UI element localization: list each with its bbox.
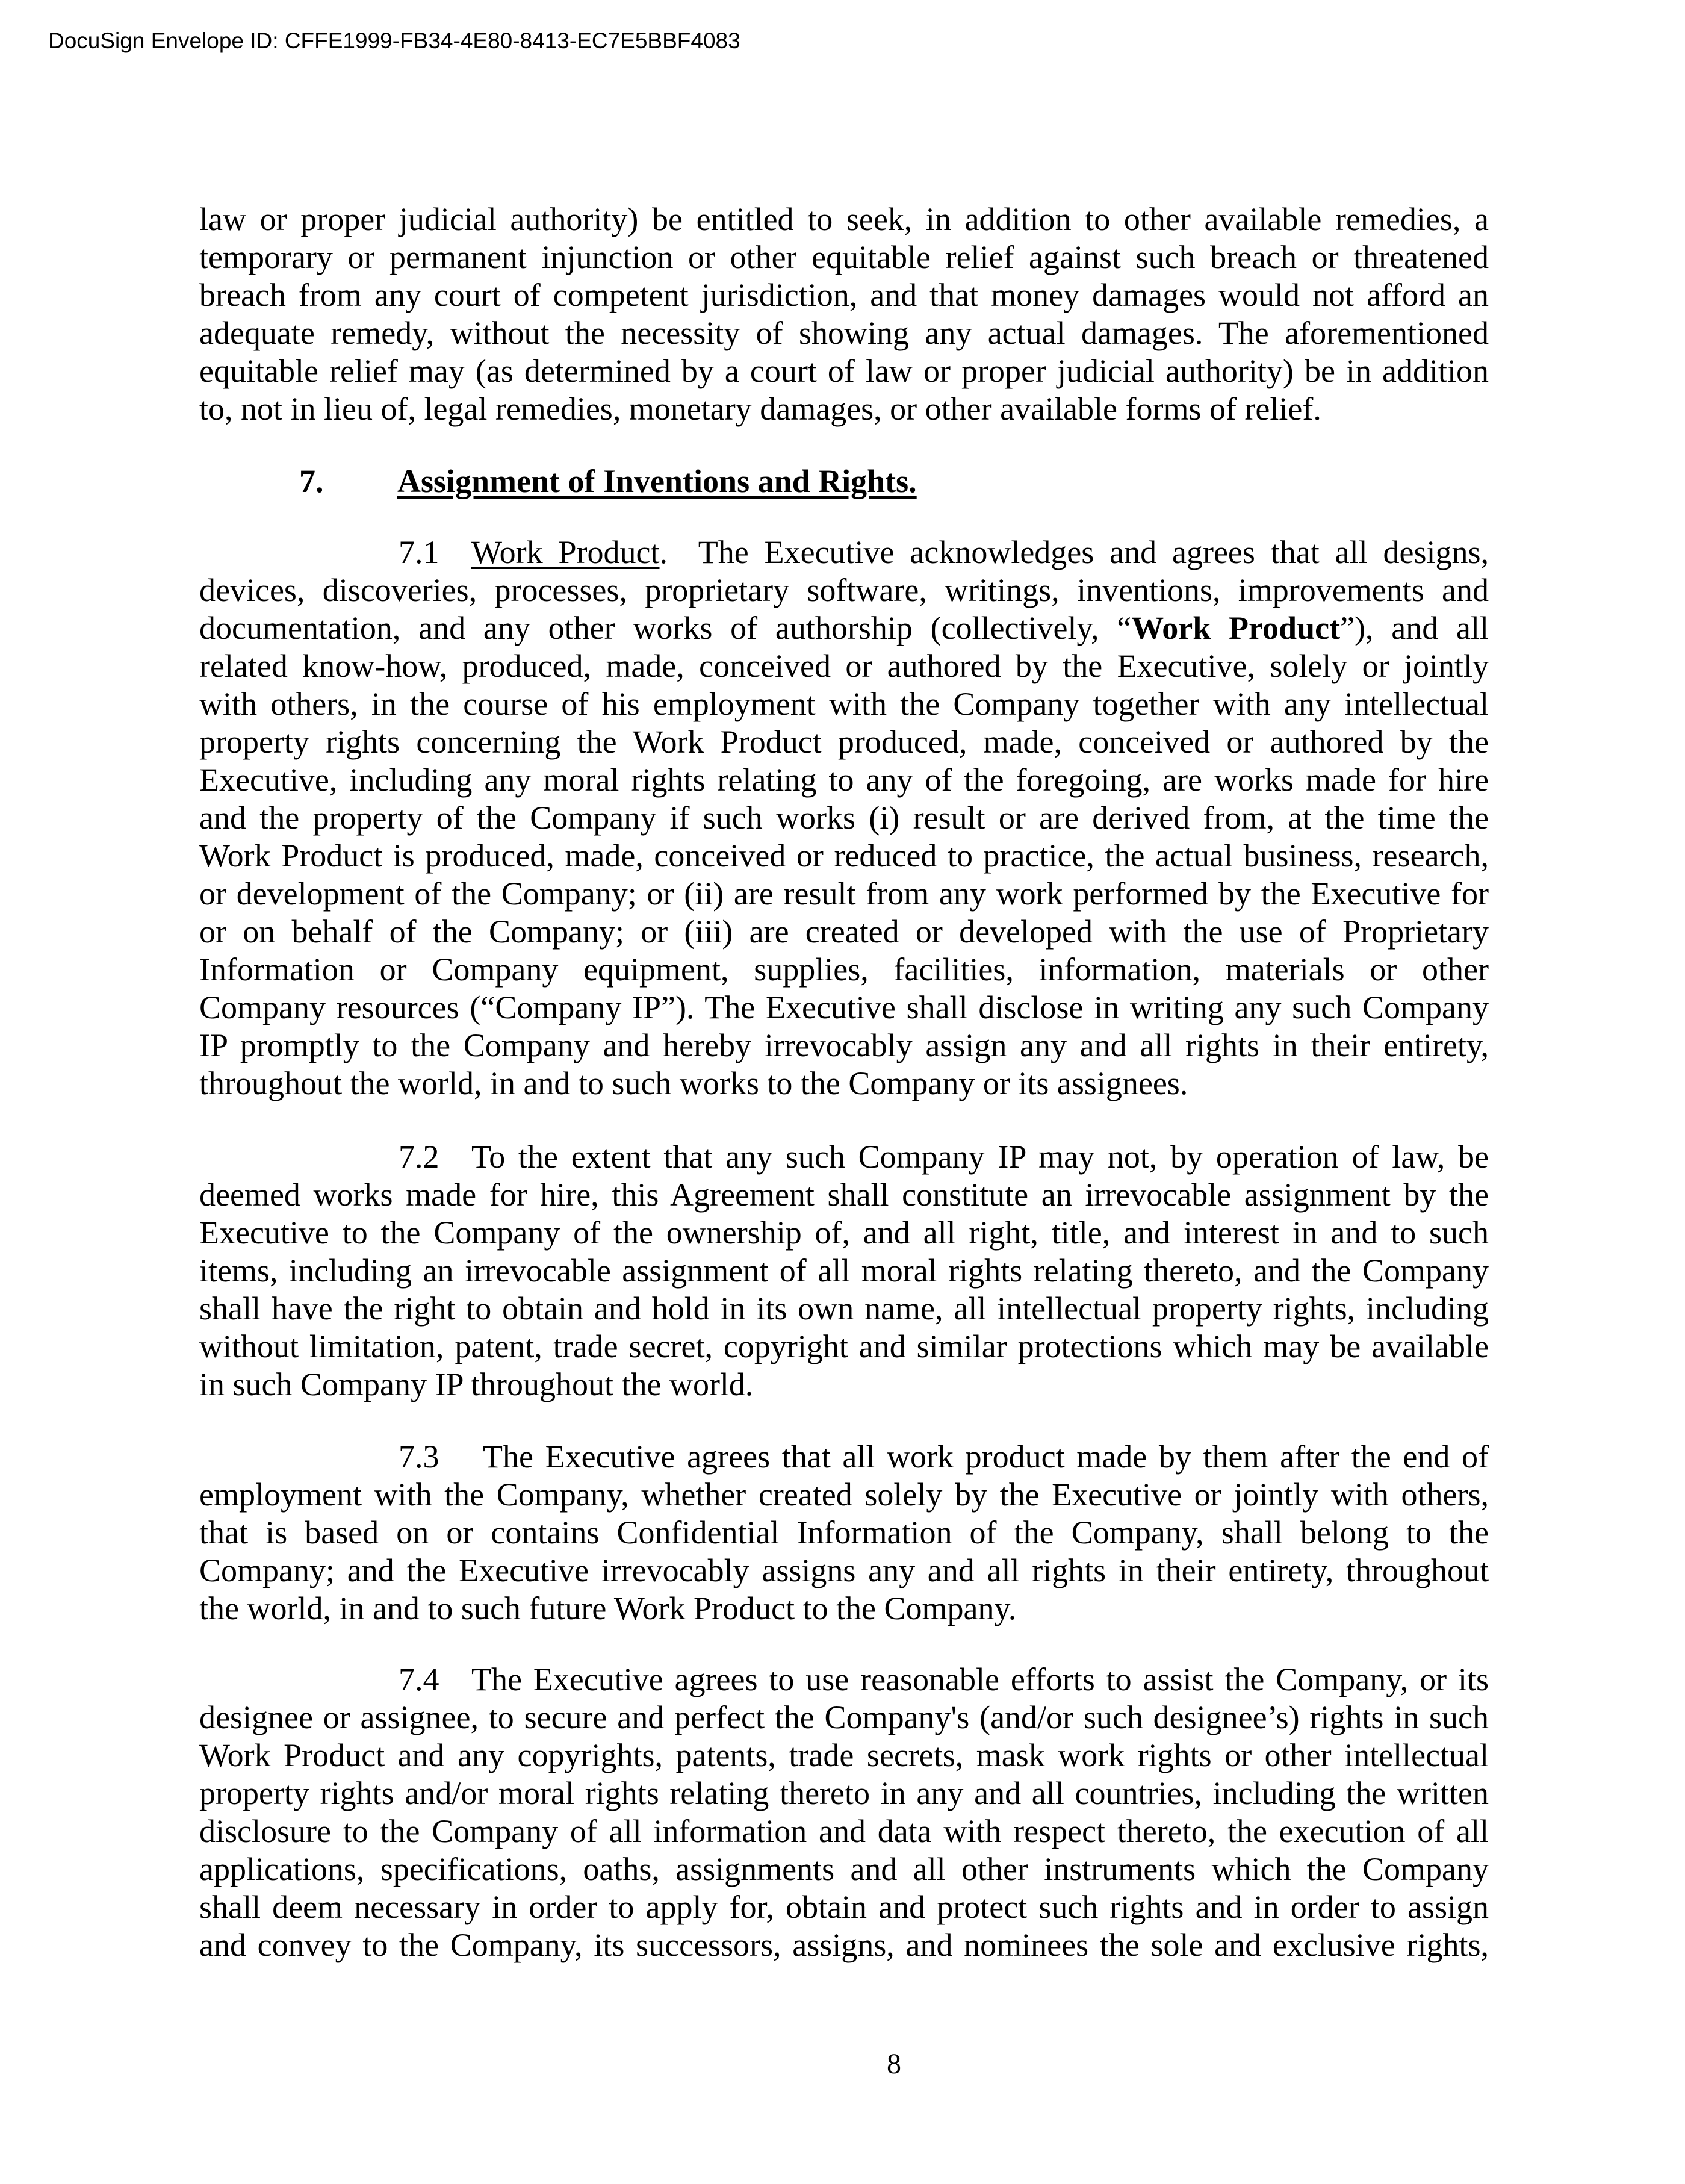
subsection-number: 7.4 bbox=[399, 1661, 439, 1697]
section-title: Assignment of Inventions and Rights. bbox=[397, 463, 917, 499]
text-line: deemed works made for hire, this Agreement shall constitute an irrevocable assignment by the bbox=[199, 1177, 1489, 1213]
docusign-envelope-id: DocuSign Envelope ID: CFFE1999-FB34-4E80-8413-EC7E5BBF4083 bbox=[48, 28, 740, 53]
text-line: shall deem necessary in order to apply for, obtain and protect such rights and in order to assign bbox=[199, 1889, 1489, 1925]
text-line: that is based on or contains Confidential Information of the Company, shall belong to the bbox=[199, 1514, 1489, 1551]
text-line: IP promptly to the Company and hereby irrevocably assign any and all rights in their entirety, bbox=[199, 1027, 1489, 1063]
subsection-number: 7.2 bbox=[399, 1139, 439, 1175]
text-line: Executive to the Company of the ownership of, and all right, title, and interest in and to such bbox=[199, 1215, 1489, 1251]
page-number: 8 bbox=[887, 2048, 901, 2080]
text-line: without limitation, patent, trade secret, copyright and similar protections which may be available bbox=[199, 1328, 1489, 1364]
text-line: Company; and the Executive irrevocably assigns any and all rights in their entirety, throughout bbox=[199, 1552, 1489, 1588]
text-line: and the property of the Company if such works (i) result or are derived from, at the time the bbox=[199, 800, 1489, 836]
defined-term: Work Product bbox=[1131, 610, 1341, 646]
text-line: throughout the world, in and to such works to the Company or its assignees. bbox=[199, 1065, 1188, 1101]
text-line: items, including an irrevocable assignment of all moral rights relating thereto, and the Company bbox=[199, 1252, 1489, 1289]
text-line: or development of the Company; or (ii) are result from any work performed by the Executive for bbox=[199, 876, 1489, 912]
text-line: with others, in the course of his employment with the Company together with any intellectual bbox=[199, 686, 1489, 722]
text-line: or on behalf of the Company; or (iii) are created or developed with the use of Proprietary bbox=[199, 913, 1489, 950]
subsection-caption: Work Product bbox=[471, 534, 660, 570]
text-line: Company resources (“Company IP”). The Executive shall disclose in writing any such Company bbox=[199, 989, 1489, 1025]
text-line: and convey to the Company, its successors, assigns, and nominees the sole and exclusive rights, bbox=[199, 1927, 1489, 1963]
subsection-first-line bbox=[399, 1438, 1489, 1476]
text-line: Executive, including any moral rights relating to any of the foregoing, are works made for hire bbox=[199, 762, 1489, 798]
text-line: law or proper judicial authority) be entitled to seek, in addition to other available remedies, a bbox=[199, 201, 1489, 237]
text-line: in such Company IP throughout the world. bbox=[199, 1366, 754, 1402]
text-run: The Executive acknowledges and agrees that all designs, bbox=[668, 534, 1489, 570]
text-line: equitable relief may (as determined by a court of law or proper judicial authority) be in addition bbox=[199, 353, 1489, 389]
text-line: disclosure to the Company of all information and data with respect thereto, the execution of all bbox=[199, 1813, 1489, 1849]
text-line: temporary or permanent injunction or other equitable relief against such breach or threatened bbox=[199, 239, 1489, 275]
subsection-first-line bbox=[399, 534, 1489, 571]
text-run: To the extent that any such Company IP may not, by operation of law, be bbox=[471, 1139, 1489, 1175]
text-run: ”), and all bbox=[1340, 610, 1489, 646]
text-line: property rights and/or moral rights relating thereto in any and all countries, including the written bbox=[199, 1775, 1489, 1811]
text-line: applications, specifications, oaths, assignments and all other instruments which the Company bbox=[199, 1851, 1489, 1887]
text-line: breach from any court of competent jurisdiction, and that money damages would not afford an bbox=[199, 277, 1489, 313]
text-line: to, not in lieu of, legal remedies, monetary damages, or other available forms of relief. bbox=[199, 391, 1321, 427]
text-line: designee or assignee, to secure and perfect the Company's (and/or such designee’s) rights in such bbox=[199, 1699, 1489, 1735]
caption-period: . bbox=[659, 534, 668, 570]
subsection-first-line bbox=[399, 1138, 1489, 1176]
text-line: shall have the right to obtain and hold in its own name, all intellectual property rights, including bbox=[199, 1290, 1489, 1327]
text-line: adequate remedy, without the necessity of showing any actual damages. The aforementioned bbox=[199, 315, 1489, 351]
text-line: the world, in and to such future Work Product to the Company. bbox=[199, 1590, 1017, 1626]
text-line: employment with the Company, whether created solely by the Executive or jointly with others, bbox=[199, 1476, 1489, 1513]
text-line: Work Product and any copyrights, patents, trade secrets, mask work rights or other intellectual bbox=[199, 1737, 1489, 1773]
text-line: devices, discoveries, processes, proprietary software, writings, inventions, improvements and bbox=[199, 572, 1489, 608]
subsection-number: 7.3 bbox=[399, 1439, 439, 1475]
text-line: Information or Company equipment, supplies, facilities, information, materials or other bbox=[199, 951, 1489, 988]
section-number: 7. bbox=[299, 463, 324, 499]
subsection-first-line bbox=[399, 1661, 1489, 1699]
text-run: The Executive agrees that all work product made by them after the end of bbox=[483, 1439, 1489, 1475]
text-run: The Executive agrees to use reasonable efforts to assist the Company, or its bbox=[471, 1661, 1489, 1697]
text-line bbox=[199, 609, 1489, 647]
subsection-number: 7.1 bbox=[399, 534, 439, 570]
text-run: documentation, and any other works of authorship (collectively, “ bbox=[199, 610, 1132, 646]
text-line: property rights concerning the Work Product produced, made, conceived or authored by the bbox=[199, 724, 1489, 760]
text-line: related know-how, produced, made, conceived or authored by the Executive, solely or jointly bbox=[199, 648, 1489, 684]
text-line: Work Product is produced, made, conceived or reduced to practice, the actual business, research, bbox=[199, 838, 1489, 874]
